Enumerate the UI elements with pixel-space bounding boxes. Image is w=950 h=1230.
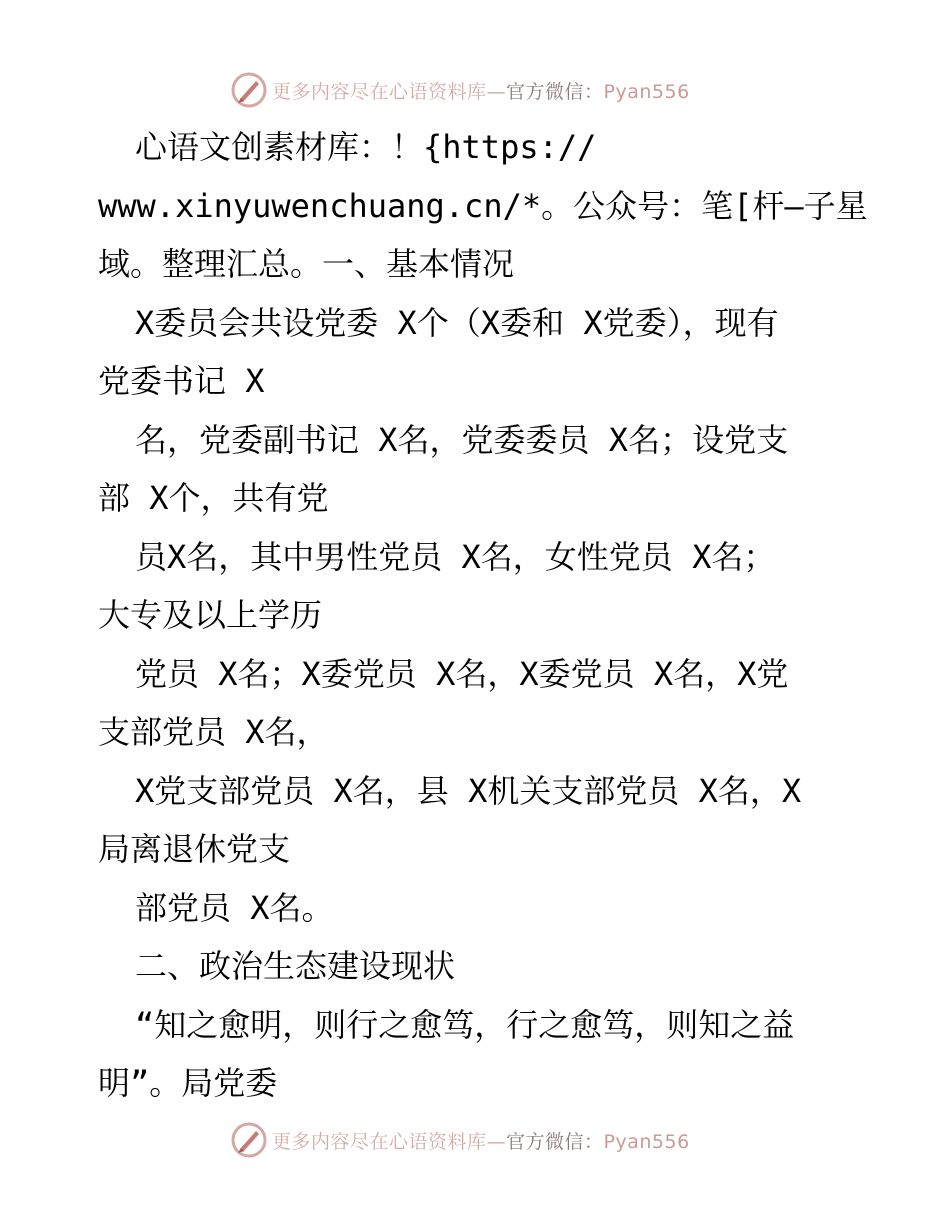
paragraph-line: 名，党委副书记 X名，党委委员 X名；设党支 bbox=[135, 420, 789, 459]
paragraph-line: 心语文创素材库：！{https:// bbox=[135, 128, 597, 166]
paragraph-line: 明”。局党委 bbox=[98, 1064, 278, 1102]
banner-wechat-id: Pyan556 bbox=[603, 1130, 690, 1153]
footer-watermark-banner bbox=[230, 1120, 710, 1160]
paragraph-line: 支部党员 X名， bbox=[98, 713, 329, 751]
paragraph-line: “知之愈明，则行之愈笃，行之愈笃，则知之益 bbox=[135, 1005, 795, 1044]
section-heading: 二、政治生态建设现状 bbox=[135, 947, 456, 985]
header-watermark-banner bbox=[230, 70, 710, 110]
paragraph-line: 部党员 X名。 bbox=[135, 888, 334, 927]
paragraph-line: 党员 X名；X委党员 X名，X委党员 X名，X党 bbox=[135, 654, 789, 693]
banner-official-label: 官方微信： bbox=[506, 80, 604, 103]
pen-logo-icon bbox=[230, 1121, 268, 1159]
banner-main-text: 更多内容尽在心语资料库— bbox=[272, 80, 507, 103]
paragraph-line: 域。整理汇总。一、基本情况 bbox=[98, 245, 515, 283]
paragraph-line: www.xinyuwenchuang.cn/*。公众号：笔[杆—子星 bbox=[98, 186, 868, 225]
document-body bbox=[98, 118, 868, 1113]
paragraph-line: X委员会共设党委 X个（X委和 X党委），现有 bbox=[135, 303, 779, 342]
paragraph-line: X党支部党员 X名，县 X机关支部党员 X名，X bbox=[135, 771, 802, 810]
paragraph-line: 部 X个，共有党 bbox=[98, 479, 329, 517]
paragraph-line: 党委书记 X bbox=[98, 362, 265, 400]
banner-main-text: 更多内容尽在心语资料库— bbox=[272, 1130, 507, 1153]
banner-text bbox=[272, 77, 690, 104]
banner-official-label: 官方微信： bbox=[506, 1130, 604, 1153]
paragraph-line: 大专及以上学历 bbox=[98, 596, 323, 634]
banner-text bbox=[272, 1127, 690, 1154]
paragraph-line: 局离退休党支 bbox=[98, 830, 291, 868]
paragraph-line: 员X名，其中男性党员 X名，女性党员 X名； bbox=[135, 537, 776, 576]
banner-wechat-id: Pyan556 bbox=[603, 80, 690, 103]
pen-logo-icon bbox=[230, 71, 268, 109]
